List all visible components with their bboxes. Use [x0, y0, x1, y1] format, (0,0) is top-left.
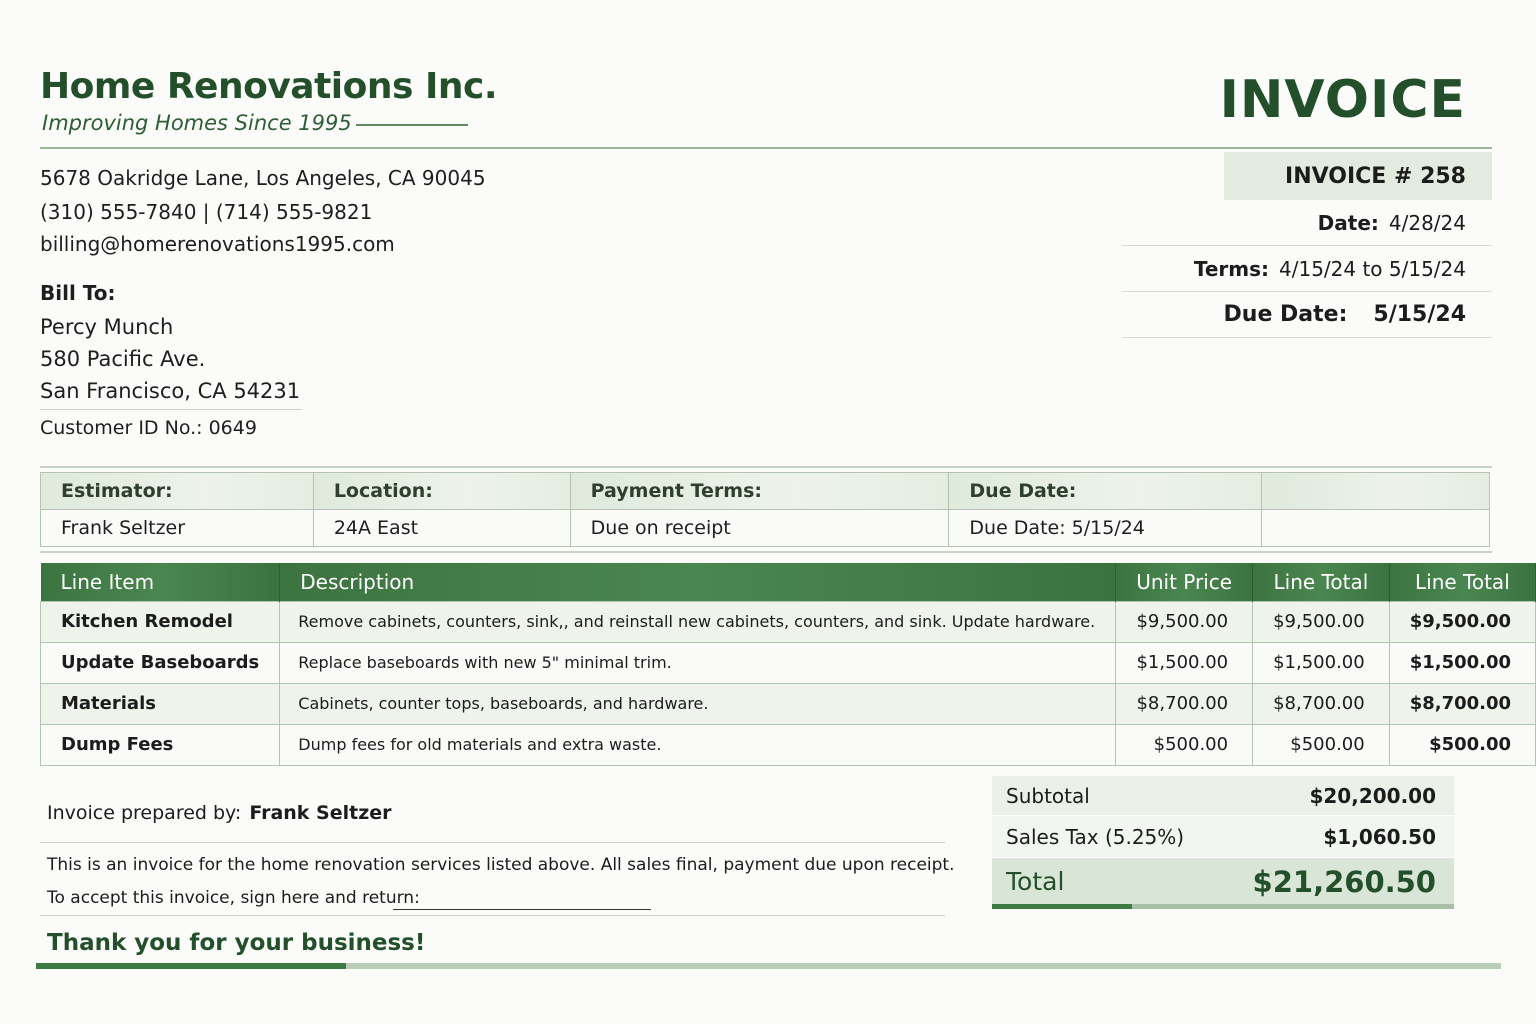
line-item-description: Cabinets, counter tops, baseboards, and hardware.: [280, 683, 1116, 724]
info-header-estimator: Estimator:: [41, 473, 314, 510]
invoice-date-label: Date:: [1317, 210, 1379, 235]
info-value-due-date: Due Date: 5/15/24: [949, 510, 1262, 547]
line-item-total-2: $9,500.00: [1389, 601, 1535, 642]
line-item-name: Update Baseboards: [41, 642, 280, 683]
prepared-by-label: Invoice prepared by:: [47, 802, 242, 824]
job-info-value-row: [41, 510, 1490, 547]
line-item-name: Dump Fees: [41, 724, 280, 765]
header-line-item: Line Item: [41, 563, 280, 601]
subtotal-row: [992, 776, 1454, 816]
invoice-number: [1224, 152, 1492, 200]
bill-to-city: San Francisco, CA 54231: [40, 379, 301, 403]
thank-you-message: Thank you for your business!: [47, 930, 426, 956]
bill-to-label: Bill To:: [40, 281, 116, 305]
header-description: Description: [280, 563, 1116, 601]
prepared-by-name: Frank Seltzer: [249, 802, 392, 824]
bill-to-street: 580 Pacific Ave.: [40, 347, 206, 371]
line-item-unit-price: $8,700.00: [1116, 683, 1253, 724]
table-row: [41, 642, 1536, 683]
invoice-terms-row: [1122, 246, 1492, 292]
header-line-total-2: Line Total: [1389, 563, 1535, 601]
invoice-due-row: [1122, 292, 1492, 338]
invoice-due-value: 5/15/24: [1373, 302, 1466, 327]
info-header-location: Location:: [313, 473, 570, 510]
invoice-date-row: [1122, 200, 1492, 246]
subtotal-label: Subtotal: [1006, 783, 1090, 808]
line-item-total: $9,500.00: [1253, 601, 1390, 642]
line-item-unit-price: $9,500.00: [1116, 601, 1253, 642]
company-phones: (310) 555-7840 | (714) 555-9821: [40, 200, 373, 224]
subtotal-value: $20,200.00: [1309, 783, 1436, 808]
sales-tax-label: Sales Tax (5.25%): [1006, 824, 1185, 849]
invoice-note: This is an invoice for the home renovation services listed above. All sales final, payment due upon receipt.: [47, 855, 955, 875]
line-item-name: Materials: [41, 683, 280, 724]
line-item-total-2: $500.00: [1389, 724, 1535, 765]
sales-tax-row: [992, 816, 1454, 858]
line-item-total-2: $8,700.00: [1389, 683, 1535, 724]
document-title: INVOICE: [1219, 70, 1466, 130]
table-row: [41, 724, 1536, 765]
line-item-total: $500.00: [1253, 724, 1390, 765]
line-item-total-2: $1,500.00: [1389, 642, 1535, 683]
header-divider: [40, 147, 1492, 149]
invoice-due-label: Due Date:: [1223, 302, 1348, 327]
line-item-unit-price: $1,500.00: [1116, 642, 1253, 683]
job-info-table: [40, 472, 1490, 547]
company-address: 5678 Oakridge Lane, Los Angeles, CA 90045: [40, 166, 486, 190]
line-item-description: Dump fees for old materials and extra waste.: [280, 724, 1116, 765]
prepared-by: [47, 802, 392, 824]
info-value-estimator: Frank Seltzer: [41, 510, 314, 547]
line-items-header-row: [41, 563, 1536, 601]
info-header-empty: [1262, 473, 1490, 510]
table-row: [41, 601, 1536, 642]
info-header-payment-terms: Payment Terms:: [570, 473, 949, 510]
company-name: Home Renovations Inc.: [40, 66, 497, 107]
line-item-description: Remove cabinets, counters, sink,, and reinstall new cabinets, counters, and sink. Update hardware.: [280, 601, 1116, 642]
header-line-total: Line Total: [1253, 563, 1390, 601]
info-value-empty: [1262, 510, 1490, 547]
line-items-table: [40, 563, 1536, 766]
bottom-accent-bar-light: [346, 963, 1501, 969]
company-email: billing@homerenovations1995.com: [40, 232, 395, 256]
bottom-accent-bar: [36, 963, 346, 969]
line-item-description: Replace baseboards with new 5" minimal trim.: [280, 642, 1116, 683]
bill-to-divider: [40, 409, 302, 410]
header-unit-price: Unit Price: [1116, 563, 1253, 601]
table-row: [41, 683, 1536, 724]
footer-divider: [40, 842, 945, 843]
totals-accent-bar: [992, 904, 1132, 909]
invoice-number-value: INVOICE # 258: [1285, 163, 1466, 189]
info-top-rule: [40, 466, 1492, 468]
info-header-due-date: Due Date:: [949, 473, 1262, 510]
signature-line[interactable]: [393, 909, 651, 910]
totals-accent-bar-light: [1132, 904, 1454, 909]
tagline-divider: [356, 124, 468, 126]
bill-to-name: Percy Munch: [40, 315, 174, 339]
sales-tax-value: $1,060.50: [1323, 824, 1436, 849]
info-value-payment-terms: Due on receipt: [570, 510, 949, 547]
line-item-unit-price: $500.00: [1116, 724, 1253, 765]
invoice-date-value: 4/28/24: [1388, 210, 1466, 235]
job-info-header-row: [41, 473, 1490, 510]
footer-divider-2: [40, 915, 945, 916]
line-item-total: $1,500.00: [1253, 642, 1390, 683]
signature-instruction: To accept this invoice, sign here and return:: [47, 888, 420, 908]
line-item-name: Kitchen Remodel: [41, 601, 280, 642]
totals-panel: [992, 776, 1454, 906]
company-tagline: Improving Homes Since 1995: [42, 111, 352, 135]
total-label: Total: [1006, 867, 1065, 896]
invoice-terms-label: Terms:: [1193, 256, 1269, 281]
total-row: [992, 858, 1454, 906]
invoice-terms-value: 4/15/24 to 5/15/24: [1279, 256, 1466, 281]
line-item-total: $8,700.00: [1253, 683, 1390, 724]
info-value-location: 24A East: [313, 510, 570, 547]
total-value: $21,260.50: [1252, 864, 1436, 899]
customer-id: Customer ID No.: 0649: [40, 417, 257, 439]
invoice-meta-panel: [1122, 152, 1492, 338]
info-bottom-rule: [40, 551, 1492, 553]
